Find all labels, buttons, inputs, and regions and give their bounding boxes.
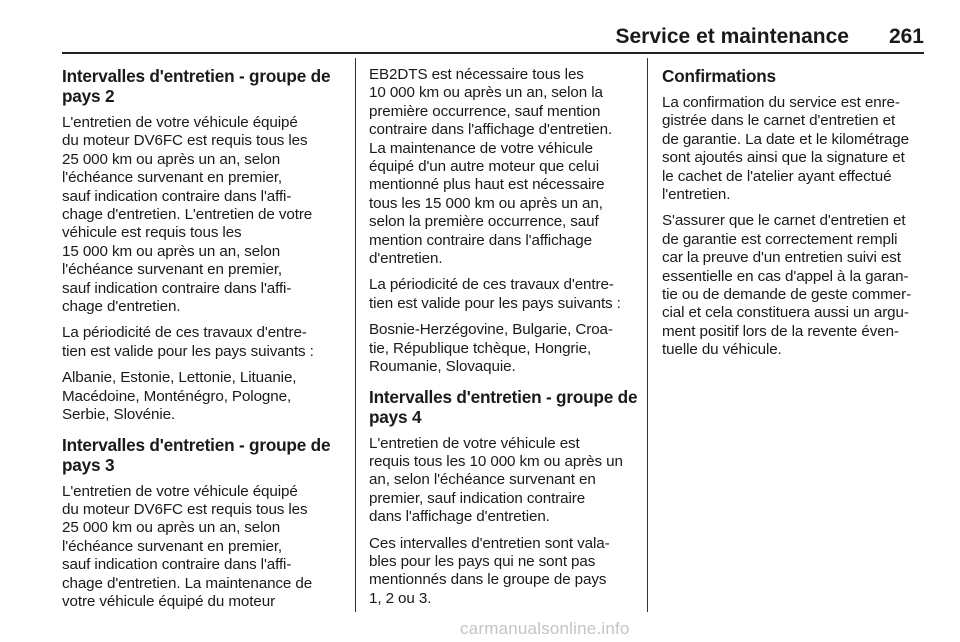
paragraph: L'entretien de votre véhicule équipé du moteur DV6FC est requis tous les 25 000 km ou après un an, selon l'échéance survenant en premier, sauf indication contraire dans l'affi- chage d'entretien. L'entretien de votre véhicule est requis tous les 15 000 km ou après un an, selon l'échéance survenant en premier, sauf indication contraire dans l'affi- chage d'entretien. <box>62 114 313 316</box>
watermark: carmanualsonline.info <box>460 619 630 638</box>
heading-country-group-2: Intervalles d'entretien - groupe de pays 2 <box>62 66 331 106</box>
paragraph: La périodicité de ces travaux d'entre- tien est valide pour les pays suivants : <box>62 324 314 360</box>
column-2 <box>369 66 645 616</box>
paragraph: La confirmation du service est enre- gistrée dans le carnet d'entretien et de garantie. La date et le kilométrage sont ajoutés ainsi que la signature et le cachet de l'atelier ayant effectué l'entretien. <box>662 94 909 204</box>
column-1 <box>62 66 352 619</box>
paragraph: EB2DTS est nécessaire tous les 10 000 km ou après un an, selon la première occurrence, sauf mention contraire dans l'affichage d'entretien. La maintenance de votre véhicule équipé d'un autre moteur que celui mentionné plus haut est nécessaire tous les 15 000 km ou après un an, selon la première occurrence, sauf mention contraire dans l'affichage d'entretien. <box>369 66 613 268</box>
heading-country-group-3: Intervalles d'entretien - groupe de pays 3 <box>62 434 331 475</box>
paragraph: L'entretien de votre véhicule est requis tous les 10 000 km ou après un an, selon l'échéance survenant en premier, sauf indication contraire dans l'affichage d'entretien. <box>369 434 623 526</box>
page-number: 261 <box>888 25 924 48</box>
paragraph: S'assurer que le carnet d'entretien et de garantie est correctement rempli car la preuve d'un entretien suivi est essentielle en cas d'appel à la garan- tie ou de demande de geste commer- cial et cela constituera aussi un argu- ment positif lors de la revente éven- tuelle du véhicule. <box>662 212 912 359</box>
column-divider-2 <box>647 58 648 612</box>
country-list: Bosnie-Herzégovine, Bulgarie, Croa- tie, République tchèque, Hongrie, Roumanie, Slovaquie. <box>369 321 613 376</box>
paragraph: Ces intervalles d'entretien sont vala- bles pour les pays qui ne sont pas mentionnés dans le groupe de pays 1, 2 ou 3. <box>369 534 610 607</box>
column-divider-1 <box>355 58 356 612</box>
paragraph: La périodicité de ces travaux d'entre- tien est valide pour les pays suivants : <box>369 276 621 312</box>
country-list: Albanie, Estonie, Lettonie, Lituanie, Macédoine, Monténégro, Pologne, Serbie, Slovénie. <box>62 369 297 424</box>
section-title: Service et maintenance <box>615 25 849 48</box>
header-rule <box>62 52 924 54</box>
paragraph: L'entretien de votre véhicule équipé du moteur DV6FC est requis tous les 25 000 km ou après un an, selon l'échéance survenant en premier, sauf indication contraire dans l'affi- chage d'entretien. La maintenance de votre véhicule équipé du moteur <box>62 482 313 610</box>
heading-confirmations: Confirmations <box>662 66 776 86</box>
heading-country-group-4: Intervalles d'entretien - groupe de pays 4 <box>369 386 638 427</box>
page-header <box>62 22 924 52</box>
column-3 <box>662 66 928 368</box>
